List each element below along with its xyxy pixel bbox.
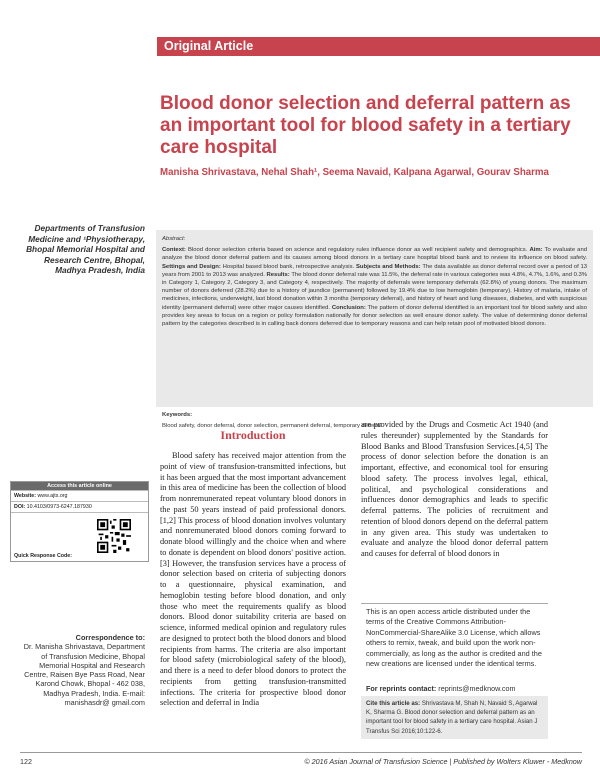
correspondence-label: Correspondence to: — [75, 633, 145, 642]
aim-text: To evaluate and analyze the blood donor deferral pattern and its causes among blood donors in a tertiary care hospital blood bank and to review its influence on blood safety. — [162, 247, 588, 262]
body-column-left: Blood safety has received major attention from the point of view of transfusion-transmitted infections, but it has been argued that the most important advancement in this area of medicine has been the collection of blood from nonremunerated repeat voluntary blood donors in the past 50 years instead of paid professional donors.[1,2] This process of blood donation involves voluntary and nonremunerated blood donors coming forward to donate blood willingly and the choice when and where to donate is dependent on blood donors' positive action.[3] However, the transfusion services have a process of donor selection based on criteria of subjecting donors to a questionnaire, physical examination, and hemoglobin testing before blood donation, and only those who meet the requirements qualify as blood donors. Blood donor suitability criteria are based on science, informed medical opinion and regulatory rules are designed to protect both the blood donors and blood recipients from harms. The criteria are also important for blood safety (microbiological safety of the blood), and there is a need to defer blood donors to protect the recipients from getting transfusion-transmitted infections. The criteria for prospective blood donor selection and deferral in India — [160, 451, 346, 708]
footer-copyright: © 2016 Asian Journal of Transfusion Science | Published by Wolters Kluwer - Medknow — [304, 757, 582, 766]
context-text: Blood donor selection criteria based on science and regulatory rules influence donor as well recipient safety and demographics. — [187, 247, 528, 254]
results-label: Results: — [266, 271, 290, 278]
article-title: Blood donor selection and deferral pattern as an important tool for blood safety in a tertiary care hospital — [160, 93, 571, 158]
correspondence-text: Dr. Manisha Shrivastava, Department of Transfusion Medicine, Bhopal Memorial Hospital and Research Centre, Raisen Bye Pass Road, Near Karond Chowk, Bhopal - 462 038, Madhya Pradesh, India. E-mail: manishasdr@ gmail.com — [23, 642, 145, 708]
access-box — [10, 481, 149, 562]
cite-text: Shrivastava M, Shah N, Navaid S, Agarwal K, Sharma G. Blood donor selection and deferral pattern as an important tool for blood safety in a tertiary care hospital. Asian J Transfus Sci 2016;10:122-6. — [366, 700, 538, 735]
page-number: 122 — [20, 757, 32, 766]
website-link[interactable]: www.ajts.org — [37, 493, 68, 499]
abstract-box — [156, 230, 593, 407]
reprints-line — [361, 684, 548, 693]
settings-label: Settings and Design: — [162, 263, 221, 270]
doi-label: DOI: — [14, 504, 26, 510]
context-label: Context: — [162, 247, 186, 254]
settings-text: Hospital based blood bank, retrospective analysis. — [222, 263, 355, 270]
citation-box — [361, 696, 548, 739]
aim-label: Aim: — [529, 247, 543, 254]
keywords-label: Keywords: — [162, 412, 193, 418]
qr-code-icon — [97, 519, 131, 553]
open-access-notice: This is an open access article distributed under the terms of the Creative Commons Attribution-NonCommercial-ShareAlike 3.0 License, which allows others to remix, tweak, and build upon the work non-commercially, as long as the author is credited and the new creations are licensed under the identical terms. — [361, 603, 548, 669]
subjects-label: Subjects and Methods: — [355, 263, 421, 270]
access-heading: Access this article online — [11, 482, 148, 490]
website-label: Website: — [14, 493, 36, 499]
doi-value[interactable]: 10.4103/0973-6247.187930 — [26, 504, 92, 510]
keywords-text: Blood safety, donor deferral, donor selection, permanent deferral, temporary deferral — [162, 423, 382, 430]
footer-divider — [20, 752, 582, 753]
correspondence — [20, 633, 145, 707]
introduction-heading: Introduction — [220, 428, 286, 442]
reprints-label: For reprints contact: — [366, 684, 437, 693]
qr-label: Quick Response Code: — [14, 553, 72, 559]
section-tag: Original Article — [157, 37, 600, 56]
results-text: The blood donor deferral rate was 11.5%, the deferral rate in various categories was 4.8%, 4.7%, 1.6%, and 0.3% in Category 1, Category 2, Category 3, and Category 4, respectively. The majority of deferrals were temporary deferrals (62.8%) of young donors. The maximum number of donors deferred (28.2%) due to a history of jaundice (permanent) followed by 19.4% due to low hemoglobin (temporary). History of malaria, intake of medicines, infections, underweight, last blood donation within 3 months (temporary deferral), and history of heart and lung diseases, diabetes, and with suspicious identity (permanent deferral) were other major causes identified. — [162, 271, 588, 311]
qr-row — [11, 512, 148, 561]
body-column-right: are provided by the Drugs and Cosmetic Act 1940 (and rules thereunder) supplemented by the Standards for Blood Banks and Blood Transfusion Services.[4,5] The process of donor selection before the donation is an important, effective, and economical tool for ensuring blood safety. The process involves legal, ethical, political, and psychological considerations and influences donor demographics and leads to specific deferral patterns. The policies of recruitment and retention of blood donors depend on the deferral pattern in any given area. This study was undertaken to evaluate and analyze the blood donor deferral pattern and causes for deferral of blood donors in — [361, 420, 548, 558]
abstract-label: Abstract: — [162, 236, 186, 242]
author-list: Manisha Shrivastava, Nehal Shah¹, Seema Navaid, Kalpana Agarwal, Gourav Sharma — [160, 167, 549, 178]
website-row — [11, 490, 148, 501]
conclusion-label: Conclusion: — [331, 304, 366, 311]
subjects-text: The data available as donor deferral record over a period of 13 years from 2001 to 2013 was analyzed. — [162, 263, 588, 278]
reprints-email[interactable]: reprints@medknow.com — [438, 684, 516, 693]
conclusion-text: The pattern of donor deferral identified is an important tool for blood safety and also provides key areas to focus on a region or policy formulation nationally for donor selection as well ensure donor safety. The value of determining donor deferral pattern by the categories described is in calling back donors deferred due to temporary reasons and can help retain pool of motivated blood donors. — [162, 304, 588, 328]
cite-label: Cite this article as: — [366, 700, 421, 707]
doi-row — [11, 501, 148, 512]
affiliation: Departments of Transfusion Medicine and ¹Physiotherapy, Bhopal Memorial Hospital and Research Centre, Bhopal, Madhya Pradesh, India — [26, 223, 145, 276]
